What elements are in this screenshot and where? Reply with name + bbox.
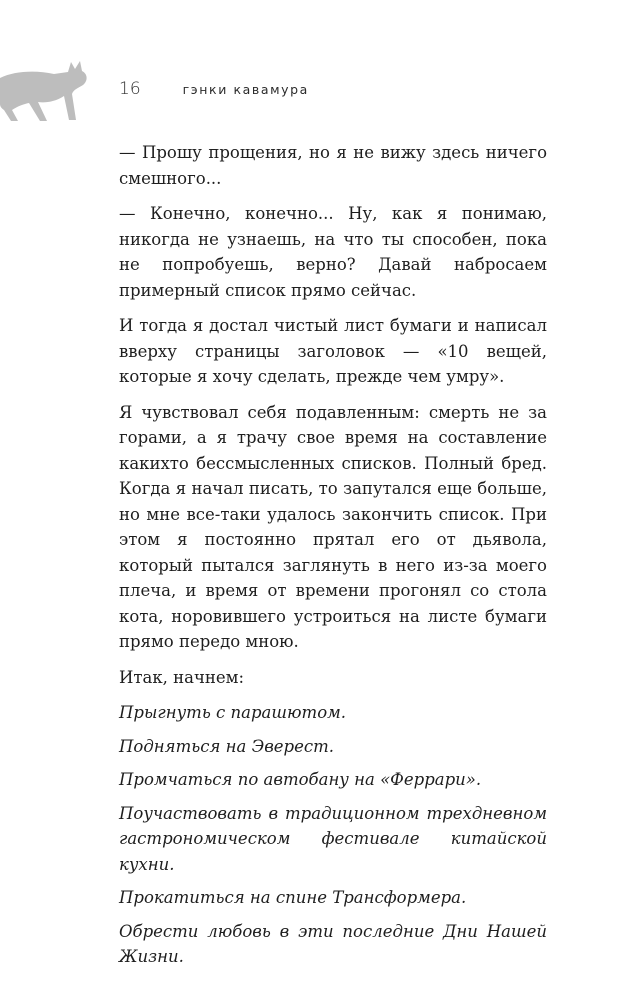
list-item: Поучаствовать в традиционном трехдневном гастрономическом фестивале китайской кухни. — [119, 803, 547, 874]
paragraph: И тогда я достал чистый лист бумаги и написал вверху страницы заголовок — «10 вещей, которые я хочу сделать, прежде чем умру». — [119, 316, 547, 386]
list-item: Обрести любовь в эти последние Дни Нашей Жизни. — [119, 921, 547, 966]
cat-silhouette-icon — [0, 58, 92, 124]
paragraph: — Конечно, конечно... Ну, как я понимаю, никогда не узнаешь, на что ты способен, пока не попробуешь, верно? Давай набросаем примерный список прямо сейчас. — [119, 204, 547, 300]
running-header-author: гэнки кавамура — [182, 82, 309, 97]
paragraph: — Прошу прощения, но я не вижу здесь ничего смешного... — [119, 143, 547, 188]
running-header — [119, 79, 309, 101]
page-number: 16 — [119, 79, 141, 99]
paragraph: Итак, начнем: — [119, 667, 245, 687]
page-body — [119, 140, 547, 978]
list-item: Прыгнуть с парашютом. — [119, 703, 347, 722]
list-item: Промчаться по автобану на «Феррари». — [119, 770, 482, 789]
list-item: Прокатиться на спине Трансформера. — [119, 888, 467, 907]
paragraph: Я чувствовал себя подавленным: смерть не за горами, а я трачу свое время на составление какихто бессмысленных списков. Полный бред. Когда я начал писать, то запутался еще больше, но мне все-таки удалось закончить список. При этом я постоянно прятал его от дьявола, который пытался заглянуть в него из-за моего плеча, и время от времени прогонял со стола кота, норовившего устроиться на листе бумаги прямо передо мною. — [119, 402, 547, 651]
list-item: Подняться на Эверест. — [119, 736, 335, 756]
